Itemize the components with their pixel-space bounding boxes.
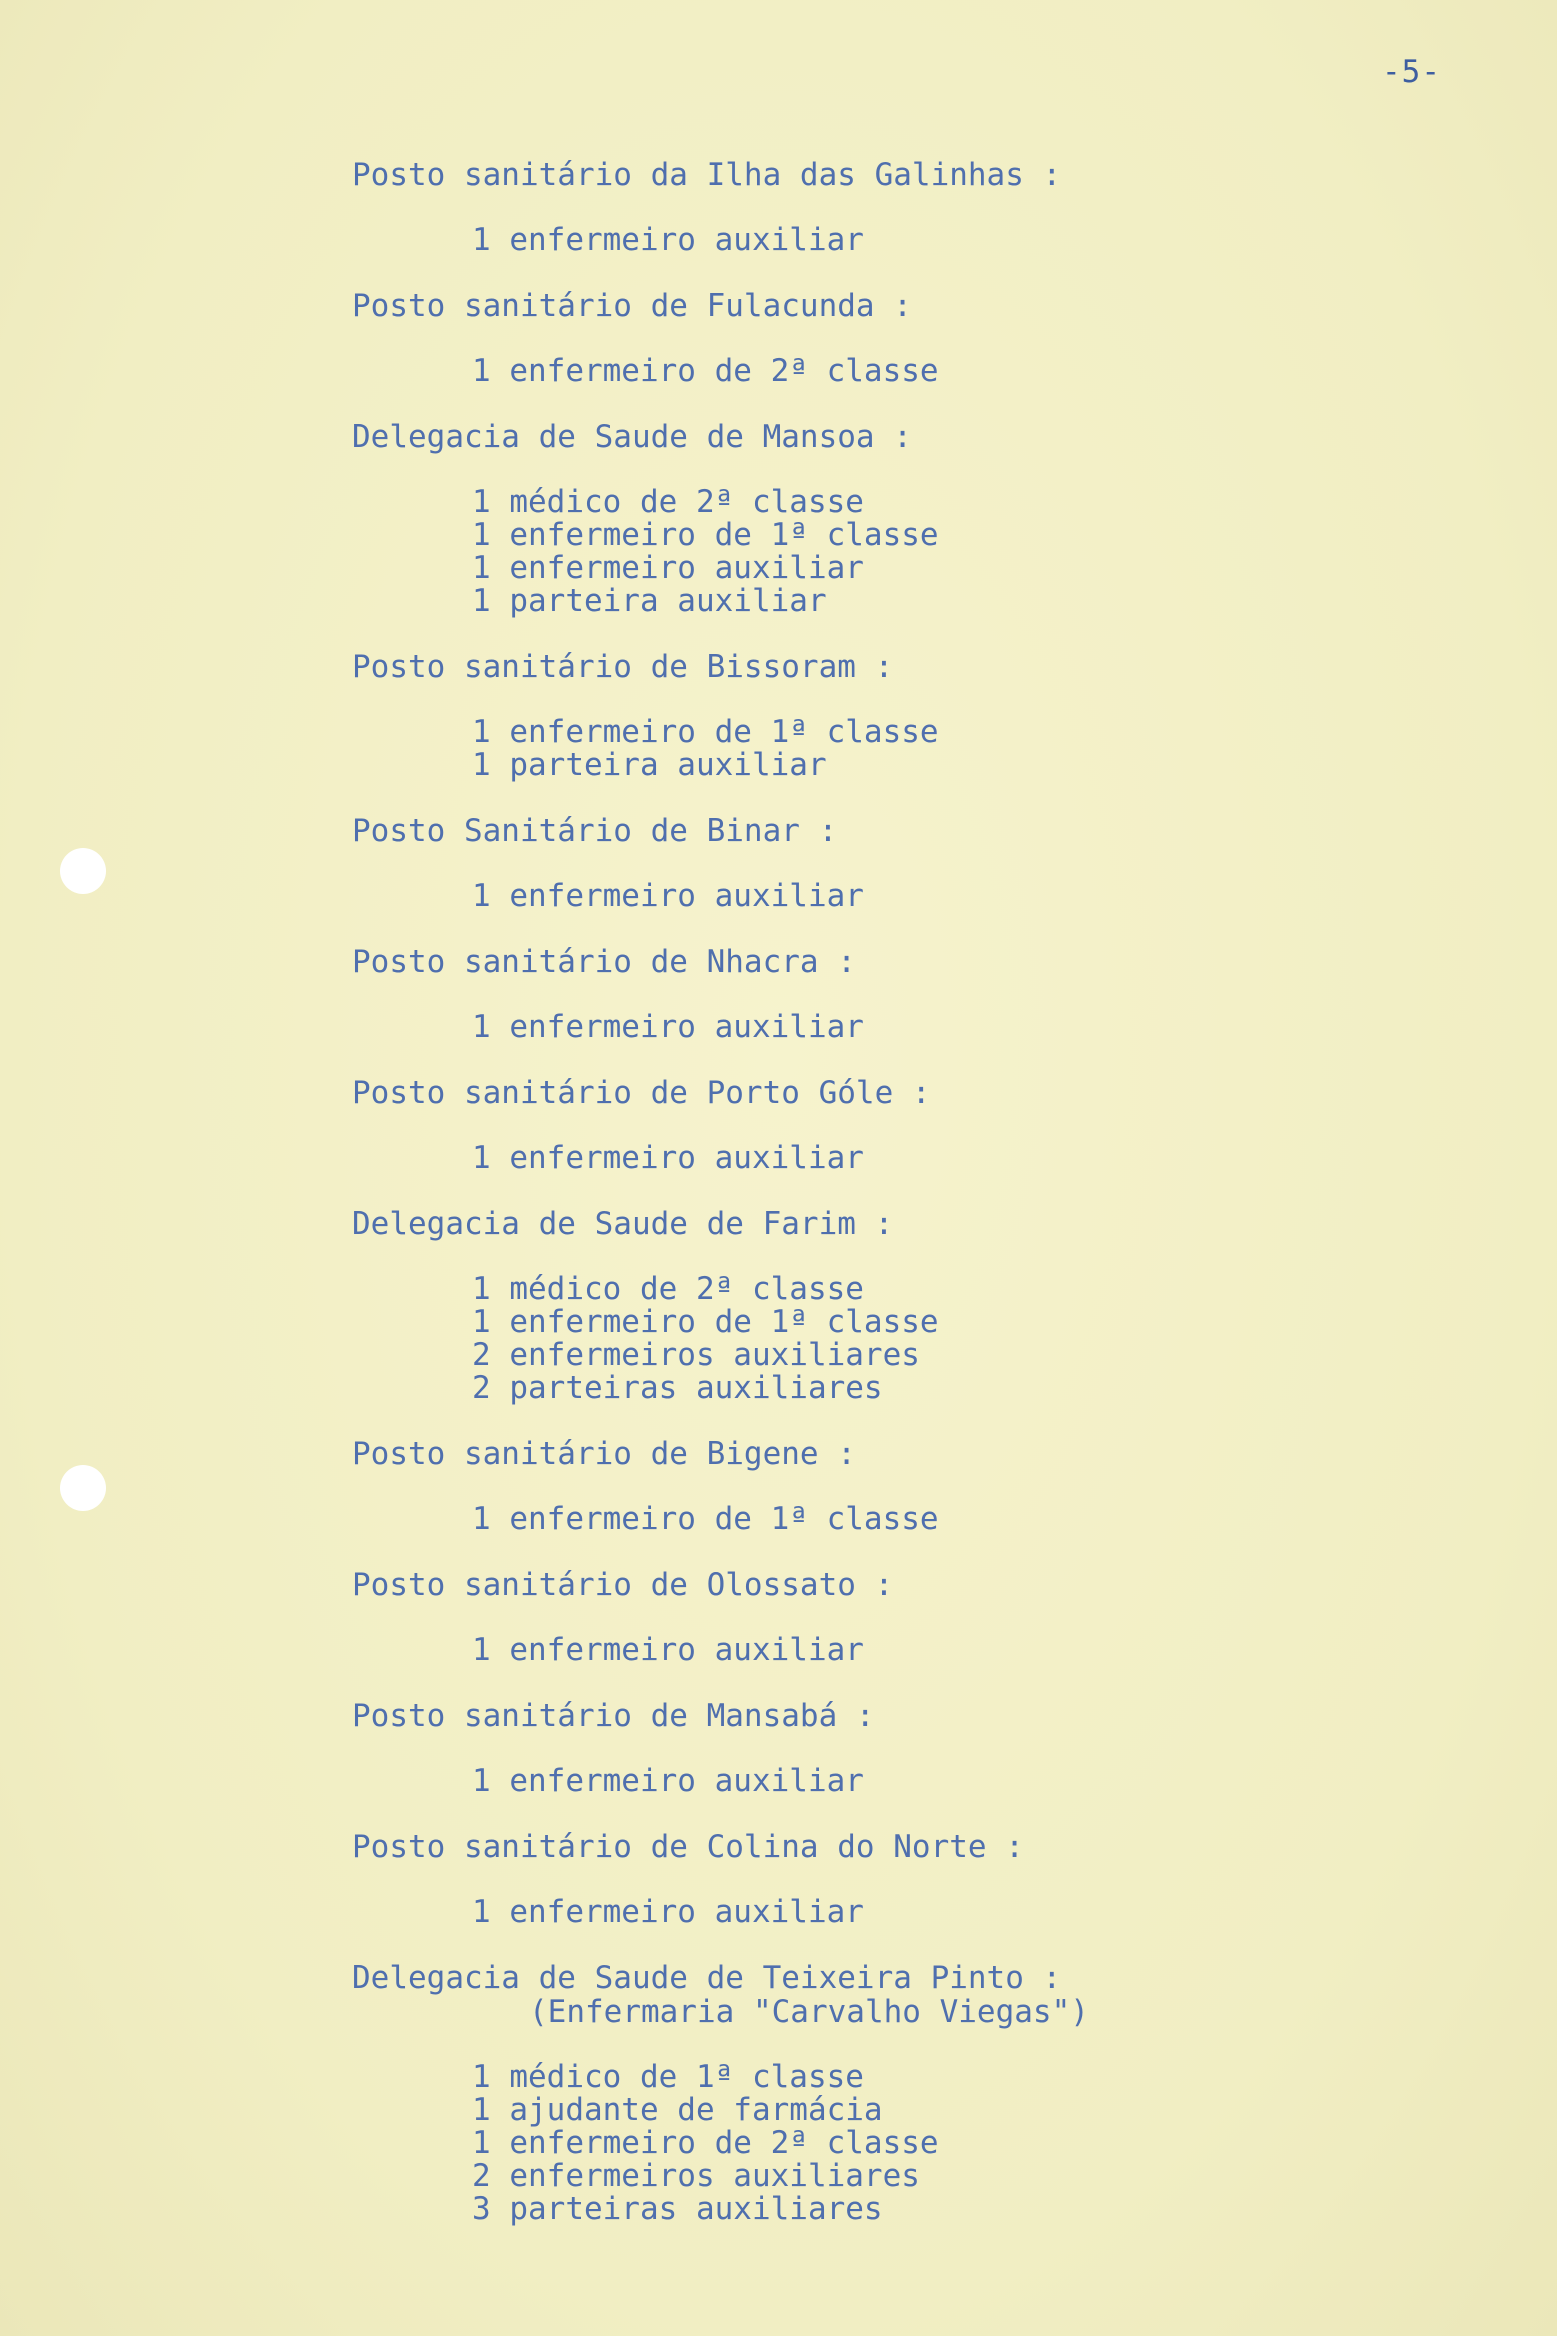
health-post-entry xyxy=(352,650,1452,782)
staff-item: 1 enfermeiro auxiliar xyxy=(472,1632,864,1668)
health-post-entry xyxy=(352,1076,1452,1175)
health-post-title: Posto sanitário de Mansabá : xyxy=(352,1698,875,1734)
staff-list xyxy=(352,355,1452,388)
staff-list xyxy=(352,880,1452,913)
punch-hole xyxy=(60,1465,106,1511)
health-post-title: Posto sanitário de Bissoram : xyxy=(352,649,894,685)
staff-item: 1 parteira auxiliar xyxy=(472,583,827,619)
health-post-title: Delegacia de Saude de Mansoa : xyxy=(352,419,912,455)
staff-list xyxy=(352,224,1452,257)
staff-list xyxy=(352,1503,1452,1536)
punch-hole xyxy=(60,848,106,894)
health-post-entry xyxy=(352,1437,1452,1536)
staff-item: 1 enfermeiro de 1ª classe xyxy=(472,517,939,553)
staff-list xyxy=(352,1142,1452,1175)
staff-item: 1 enfermeiro de 2ª classe xyxy=(472,353,939,389)
health-post-title: Posto Sanitário de Binar : xyxy=(352,813,838,849)
health-post-title: Posto sanitário de Olossato : xyxy=(352,1567,894,1603)
health-post-entry xyxy=(352,814,1452,913)
staff-item: 2 enfermeiros auxiliares xyxy=(472,1337,920,1373)
health-post-title: Posto sanitário de Porto Góle : xyxy=(352,1075,931,1111)
staff-item: 1 enfermeiro de 1ª classe xyxy=(472,1304,939,1340)
staff-item: 1 enfermeiro auxiliar xyxy=(472,1009,864,1045)
staff-item: 1 ajudante de farmácia xyxy=(472,2092,883,2128)
staff-item: 1 médico de 1ª classe xyxy=(472,2059,864,2095)
health-post-title: Posto sanitário de Bigene : xyxy=(352,1436,856,1472)
staff-item: 1 enfermeiro auxiliar xyxy=(472,550,864,586)
health-post-entry xyxy=(352,1830,1452,1929)
staff-item: 2 enfermeiros auxiliares xyxy=(472,2158,920,2194)
staff-item: 2 parteiras auxiliares xyxy=(472,1370,883,1406)
staff-item: 1 médico de 2ª classe xyxy=(472,1271,864,1307)
health-post-title: Posto sanitário de Colina do Norte : xyxy=(352,1829,1024,1865)
health-post-entry xyxy=(352,1961,1452,2226)
health-post-title: Posto sanitário de Nhacra : xyxy=(352,944,856,980)
document-body xyxy=(352,158,1452,2258)
health-post-title: Posto sanitário de Fulacunda : xyxy=(352,288,912,324)
staff-list xyxy=(352,716,1452,782)
staff-list xyxy=(352,1896,1452,1929)
staff-list xyxy=(352,1634,1452,1667)
health-post-entry xyxy=(352,1699,1452,1798)
health-post-entry xyxy=(352,945,1452,1044)
health-post-title: Delegacia de Saude de Teixeira Pinto : xyxy=(352,1960,1062,1996)
staff-item: 1 enfermeiro auxiliar xyxy=(472,222,864,258)
page-number: -5- xyxy=(1382,54,1441,90)
staff-item: 3 parteiras auxiliares xyxy=(472,2191,883,2227)
staff-list xyxy=(352,1273,1452,1405)
health-post-subtitle: (Enfermaria "Carvalho Viegas") xyxy=(529,1994,1089,2030)
staff-item: 1 enfermeiro de 2ª classe xyxy=(472,2125,939,2161)
staff-list xyxy=(352,486,1452,618)
staff-item: 1 enfermeiro de 1ª classe xyxy=(472,714,939,750)
staff-item: 1 enfermeiro de 1ª classe xyxy=(472,1501,939,1537)
health-post-entry xyxy=(352,420,1452,618)
staff-list xyxy=(352,2061,1452,2226)
staff-item: 1 parteira auxiliar xyxy=(472,747,827,783)
staff-list xyxy=(352,1011,1452,1044)
health-post-entry xyxy=(352,1568,1452,1667)
staff-item: 1 médico de 2ª classe xyxy=(472,484,864,520)
health-post-entry xyxy=(352,1207,1452,1405)
staff-item: 1 enfermeiro auxiliar xyxy=(472,878,864,914)
staff-list xyxy=(352,1765,1452,1798)
staff-item: 1 enfermeiro auxiliar xyxy=(472,1763,864,1799)
health-post-entry xyxy=(352,289,1452,388)
staff-item: 1 enfermeiro auxiliar xyxy=(472,1894,864,1930)
staff-item: 1 enfermeiro auxiliar xyxy=(472,1140,864,1176)
health-post-title: Delegacia de Saude de Farim : xyxy=(352,1206,894,1242)
health-post-title: Posto sanitário da Ilha das Galinhas : xyxy=(352,157,1062,193)
health-post-entry xyxy=(352,158,1452,257)
